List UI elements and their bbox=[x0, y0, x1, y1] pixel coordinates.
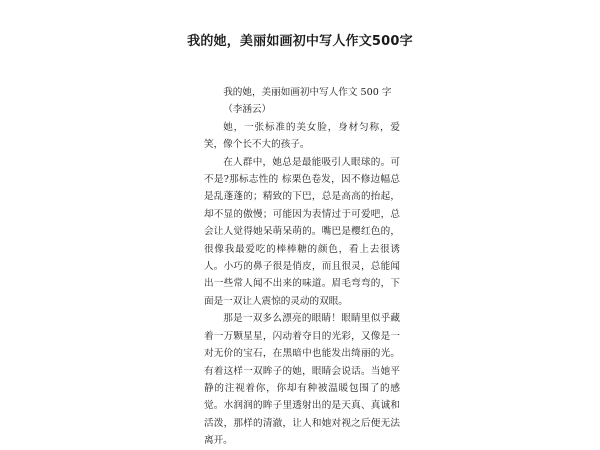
paragraph-1: 她，一张标准的美女脸，身材匀称，爱笑，像个长不大的孩子。 bbox=[204, 121, 400, 151]
document-author: （李涵云） bbox=[223, 104, 272, 116]
document-title: 我的她，美丽如画初中写人作文500字 bbox=[187, 34, 413, 49]
paragraph-3: 那是一双多么漂亮的眼睛！眼睛里似乎藏着一万颗星星，闪动着夺目的光彩，又像是一对无价的宝石，在黑暗中也能发出绮丽的光。有着这样一双眸子的她，眼睛会说话。当她平静的注视着你，你却有种被温暖包围了的感觉。水润润的眸子里透射出的是天真、真诚和活泼，那样的清澈，让人和她对视之后便无法离开。 bbox=[204, 313, 400, 447]
document-body bbox=[204, 84, 400, 450]
paragraph-2: 在人群中，她总是最能吸引人眼球的。可不是?那标志性的 棕栗色卷发，因不修边幅总是乱蓬蓬的；精致的下巴，总是高高的抬起，却不显的傲慢；可能因为表情过于可爱吧，总会让人觉得她呆萌呆萌的。嘴巴是樱红色的，很像我最爱吃的棒棒糖的颜色，看上去很诱人。小巧的鼻子很是俏皮，而且很灵，总能闻出一些常人闻不出来的味道。眉毛弯弯的，下面是一双让人震惊的灵动的双眼。 bbox=[204, 156, 400, 307]
document-subtitle: 我的她，美丽如画初中写人作文 500 字 bbox=[223, 87, 392, 98]
